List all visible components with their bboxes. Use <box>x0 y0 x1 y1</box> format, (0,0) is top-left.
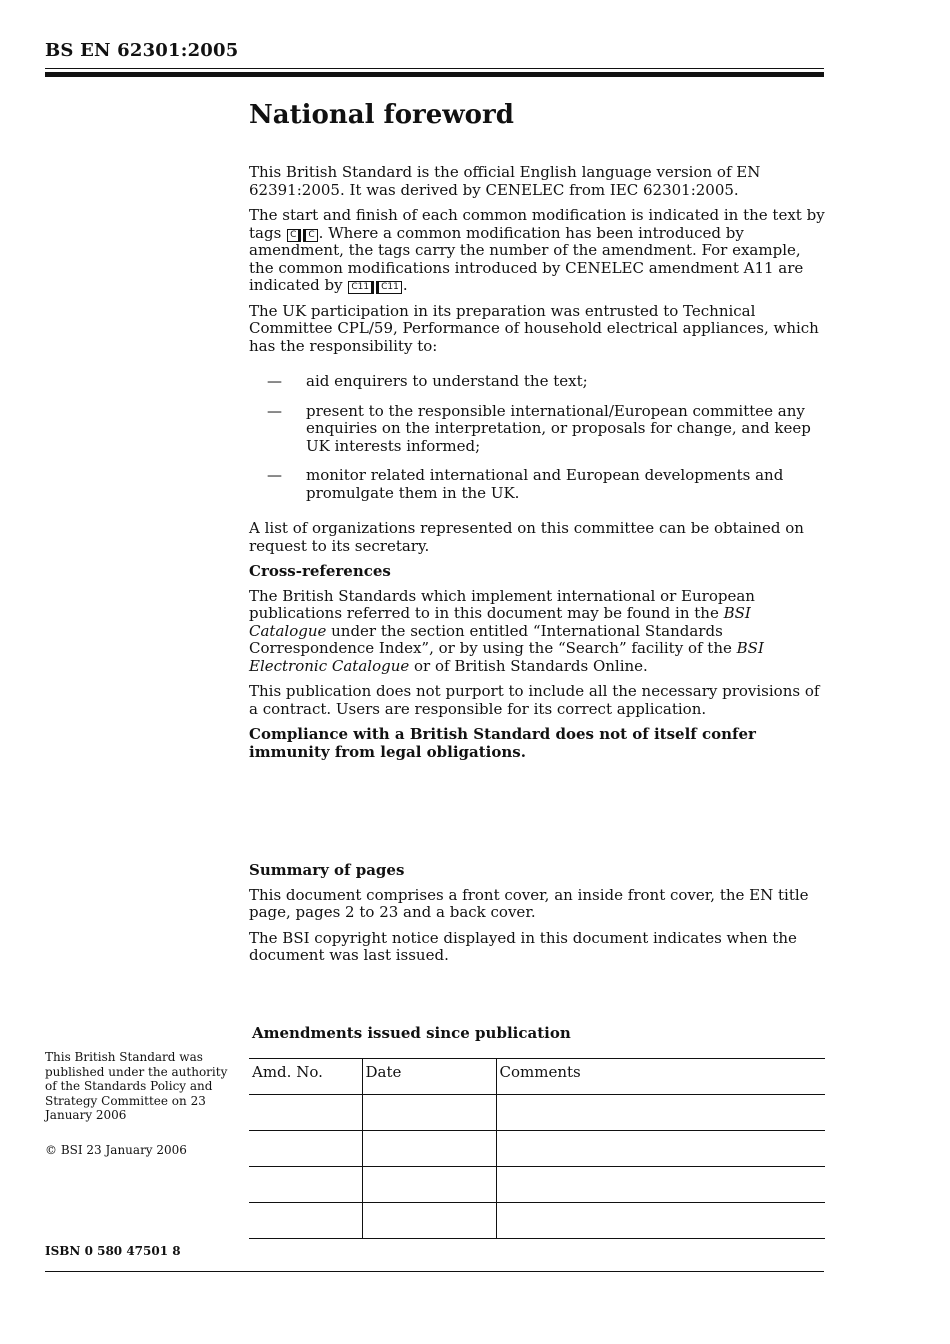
amendments-table <box>249 1058 825 1239</box>
table-cell <box>496 1167 825 1203</box>
table-cell <box>362 1095 496 1131</box>
table-cell <box>362 1203 496 1239</box>
crossref-heading: Cross-references <box>249 562 391 580</box>
column-header-comments: Comments <box>496 1059 825 1095</box>
table-cell <box>496 1095 825 1131</box>
summary-section <box>249 862 825 973</box>
dash-marker: — <box>267 401 282 420</box>
tag-c-open-icon: C <box>287 229 301 242</box>
summary-paragraph-1: This document comprises a front cover, an inside front cover, the EN title page, pages 2 to 23 and a back cover. <box>249 885 809 921</box>
table-row <box>249 1203 825 1239</box>
dash-marker: — <box>267 466 282 484</box>
isbn: ISBN 0 580 47501 8 <box>45 1244 181 1258</box>
crossref-text-2: under the section entitled “International Standards Correspondence Index”, or by using the “Search” facility of the <box>249 621 737 657</box>
modification-paragraph <box>249 207 825 295</box>
summary-paragraph-2: The BSI copyright notice displayed in this document indicates when the document was last issued. <box>249 928 797 964</box>
side-note <box>45 1050 235 1177</box>
crossref-paragraph <box>249 588 825 676</box>
bsi-catalogue-title: BSI Catalogue <box>249 604 751 640</box>
table-header-row <box>249 1059 825 1095</box>
main-content <box>249 164 825 769</box>
responsibility-list <box>249 373 825 502</box>
copyright-note: © BSI 23 January 2006 <box>45 1142 187 1157</box>
list-item-text: present to the responsible international/European committee any enquiries on the interpretation, or proposals for change, and keep UK interests informed; <box>306 401 811 455</box>
table-cell <box>496 1203 825 1239</box>
table-cell <box>496 1131 825 1167</box>
column-header-amd-no: Amd. No. <box>249 1059 362 1095</box>
table-cell <box>249 1095 362 1131</box>
authority-note: This British Standard was published under the authority of the Standards Policy and Strategy Committee on 23 January 2006 <box>45 1050 228 1122</box>
amendments-title: Amendments issued since publication <box>252 1024 571 1042</box>
header-rule-thin <box>45 68 824 69</box>
modification-text-2: . Where a common modification has been introduced by amendment, the tags carry the number of the amendment. For example, the common modifications introduced by CENELEC amendment A11 are indicated by <box>249 223 804 294</box>
intro-paragraph: This British Standard is the official English language version of EN 62391:2005. It was derived by CENELEC from IEC 62301:2005. <box>249 163 761 199</box>
modification-text-3: . <box>402 276 408 294</box>
table-row <box>249 1131 825 1167</box>
list-item <box>249 467 825 502</box>
table-row <box>249 1167 825 1203</box>
header-rule-thick <box>45 72 824 77</box>
tag-c11-close-icon: C11 <box>376 281 402 294</box>
crossref-text-3: or of British Standards Online. <box>409 656 648 675</box>
tag-c11-open-icon: C11 <box>348 281 374 294</box>
compliance-statement: Compliance with a British Standard does not of itself confer immunity from legal obligations. <box>249 725 756 761</box>
list-item <box>249 373 825 391</box>
modification-text-1: The start and finish of each common modification is indicated in the text by tags <box>249 206 825 242</box>
list-item <box>249 403 825 456</box>
dash-marker: — <box>267 372 282 390</box>
summary-heading: Summary of pages <box>249 861 405 879</box>
list-item-text: monitor related international and European developments and promulgate them in the UK. <box>306 466 784 502</box>
crossref-text-1: The British Standards which implement international or European publications referred to in this document may be found in the <box>249 586 755 622</box>
table-cell <box>249 1167 362 1203</box>
table-cell <box>249 1131 362 1167</box>
bsi-electronic-catalogue-title: BSI Electronic Catalogue <box>249 639 764 675</box>
committee-paragraph: The UK participation in its preparation was entrusted to Technical Committee CPL/59, Performance of household electrical appliances, which has the responsibility to: <box>249 301 819 355</box>
list-item-text: aid enquirers to understand the text; <box>306 372 588 390</box>
column-header-date: Date <box>362 1059 496 1095</box>
table-row <box>249 1095 825 1131</box>
table-cell <box>249 1203 362 1239</box>
document-code: BS EN 62301:2005 <box>45 40 239 61</box>
page-title: National foreword <box>249 100 514 130</box>
tag-c-close-icon: C <box>303 229 317 242</box>
table-cell <box>362 1167 496 1203</box>
provisions-paragraph: This publication does not purport to include all the necessary provisions of a contract. Users are responsible for its correct application. <box>249 682 820 718</box>
organizations-paragraph: A list of organizations represented on this committee can be obtained on request to its secretary. <box>249 519 804 555</box>
table-cell <box>362 1131 496 1167</box>
footer-rule <box>45 1271 824 1272</box>
